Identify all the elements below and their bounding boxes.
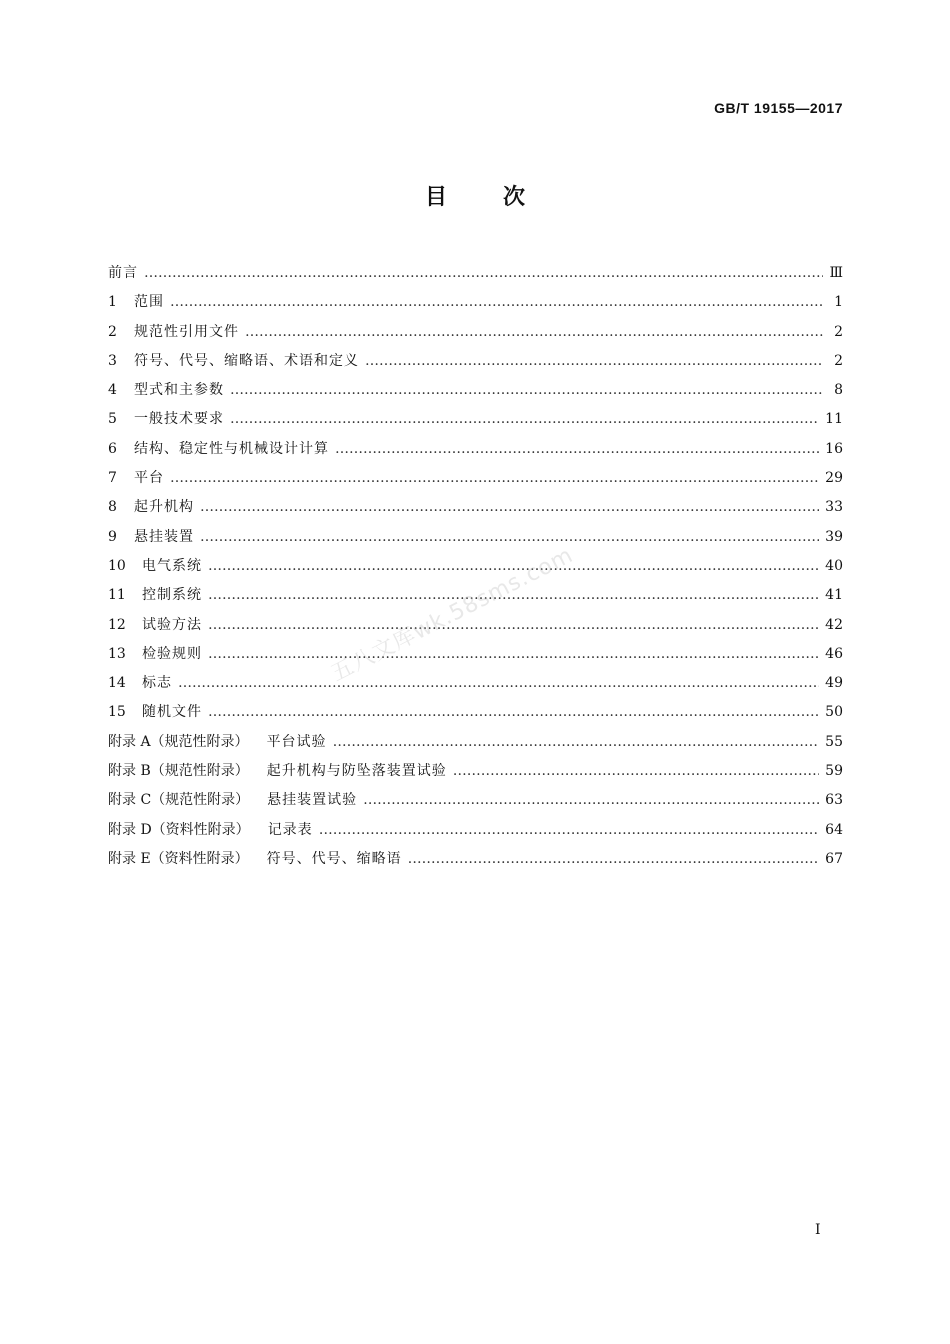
toc-entry[interactable] bbox=[108, 757, 843, 786]
title-char-1: 目 bbox=[424, 185, 447, 210]
toc-entry-label: 记录表 bbox=[267, 821, 313, 838]
toc-entry-label: 型式和主参数 bbox=[134, 382, 224, 399]
toc-entry[interactable] bbox=[108, 786, 843, 815]
toc-entry-page: 41 bbox=[825, 587, 843, 604]
toc-entry-number: 4 bbox=[108, 382, 117, 399]
toc-entry[interactable] bbox=[108, 259, 843, 288]
toc-entry-page: 2 bbox=[834, 352, 843, 369]
toc-entry-label: 起升机构与防坠落装置试验 bbox=[266, 763, 447, 780]
toc-leader-dots bbox=[208, 640, 819, 669]
toc-entry[interactable] bbox=[108, 376, 843, 405]
table-of-contents bbox=[108, 259, 843, 874]
toc-entry-page: 59 bbox=[825, 763, 843, 780]
toc-entry-number: 12 bbox=[108, 616, 126, 633]
toc-entry[interactable] bbox=[108, 698, 843, 727]
toc-appendix-prefix: 附录 A（规范性附录） bbox=[108, 733, 249, 750]
toc-leader-dots bbox=[200, 523, 819, 552]
toc-entry-page: 46 bbox=[825, 645, 843, 662]
standard-number: GB/T 19155—2017 bbox=[714, 100, 843, 116]
toc-leader-dots bbox=[319, 816, 819, 845]
toc-entry[interactable] bbox=[108, 669, 843, 698]
toc-leader-dots bbox=[453, 757, 819, 786]
toc-leader-dots bbox=[208, 698, 819, 727]
toc-entry-number: 14 bbox=[108, 675, 126, 692]
toc-entry-number: 9 bbox=[108, 528, 117, 545]
toc-entry-page: 49 bbox=[825, 675, 843, 692]
toc-leader-dots bbox=[363, 786, 819, 815]
toc-entry[interactable] bbox=[108, 435, 843, 464]
toc-entry-page: 67 bbox=[825, 850, 843, 867]
toc-entry-page: 40 bbox=[825, 557, 843, 574]
toc-entry-label: 符号、代号、缩略语 bbox=[266, 850, 402, 867]
toc-entry-number: 11 bbox=[108, 587, 126, 604]
toc-entry-label: 起升机构 bbox=[134, 499, 194, 516]
toc-leader-dots bbox=[408, 845, 820, 874]
toc-leader-dots bbox=[365, 347, 823, 376]
toc-entry-page: 2 bbox=[834, 323, 843, 340]
toc-leader-dots bbox=[170, 464, 819, 493]
toc-entry[interactable] bbox=[108, 552, 843, 581]
toc-entry[interactable] bbox=[108, 640, 843, 669]
toc-entry[interactable] bbox=[108, 845, 843, 874]
toc-appendix-prefix: 附录 C（规范性附录） bbox=[108, 792, 250, 809]
page-title bbox=[0, 180, 950, 211]
toc-leader-dots bbox=[170, 288, 823, 317]
toc-entry-label: 规范性引用文件 bbox=[134, 323, 239, 340]
toc-entry[interactable] bbox=[108, 493, 843, 522]
toc-entry[interactable] bbox=[108, 816, 843, 845]
toc-entry-label: 控制系统 bbox=[142, 587, 202, 604]
toc-entry-page: 63 bbox=[825, 792, 843, 809]
toc-entry-number: 10 bbox=[108, 557, 126, 574]
toc-entry-number: 8 bbox=[108, 499, 117, 516]
toc-entry[interactable] bbox=[108, 318, 843, 347]
toc-entry-label: 前言 bbox=[108, 265, 138, 281]
toc-entry-number: 15 bbox=[108, 704, 126, 721]
toc-entry-label: 一般技术要求 bbox=[134, 411, 224, 428]
toc-entry[interactable] bbox=[108, 464, 843, 493]
toc-entry-page: 29 bbox=[825, 470, 843, 487]
toc-leader-dots bbox=[230, 376, 823, 405]
toc-entry-label: 标志 bbox=[142, 675, 172, 692]
toc-entry-label: 结构、稳定性与机械设计计算 bbox=[134, 440, 329, 457]
toc-entry[interactable] bbox=[108, 347, 843, 376]
toc-entry-page: 8 bbox=[834, 382, 843, 399]
toc-entry[interactable] bbox=[108, 523, 843, 552]
toc-entry-label: 符号、代号、缩略语、术语和定义 bbox=[134, 352, 359, 369]
toc-entry-label: 平台 bbox=[134, 470, 164, 487]
toc-entry-page: 33 bbox=[825, 499, 843, 516]
toc-leader-dots bbox=[245, 318, 823, 347]
toc-entry-label: 平台试验 bbox=[266, 733, 327, 750]
toc-leader-dots bbox=[144, 259, 823, 288]
toc-appendix-prefix: 附录 E（资料性附录） bbox=[108, 850, 249, 867]
toc-entry-label: 检验规则 bbox=[142, 645, 202, 662]
toc-entry[interactable] bbox=[108, 288, 843, 317]
toc-entry-label: 悬挂装置 bbox=[134, 528, 194, 545]
toc-entry-page: 64 bbox=[825, 821, 843, 838]
toc-entry-number: 5 bbox=[108, 411, 117, 428]
toc-entry-label: 悬挂装置试验 bbox=[267, 792, 358, 809]
toc-entry-page: 42 bbox=[825, 616, 843, 633]
toc-entry-number: 13 bbox=[108, 645, 126, 662]
toc-entry-label: 随机文件 bbox=[142, 704, 202, 721]
toc-entry-page: Ⅲ bbox=[829, 265, 843, 281]
toc-entry-page: 16 bbox=[825, 440, 843, 457]
toc-leader-dots bbox=[200, 493, 819, 522]
toc-entry-page: 50 bbox=[825, 704, 843, 721]
toc-entry-number: 2 bbox=[108, 323, 117, 340]
toc-entry-number: 7 bbox=[108, 470, 117, 487]
toc-entry-number: 6 bbox=[108, 440, 117, 457]
toc-entry-number: 1 bbox=[108, 294, 117, 311]
toc-entry[interactable] bbox=[108, 728, 843, 757]
toc-leader-dots bbox=[335, 435, 819, 464]
toc-leader-dots bbox=[230, 405, 819, 434]
toc-entry[interactable] bbox=[108, 405, 843, 434]
toc-entry-page: 39 bbox=[825, 528, 843, 545]
toc-leader-dots bbox=[333, 728, 820, 757]
toc-leader-dots bbox=[178, 669, 819, 698]
watermark: 五八文库wk.58sms.com bbox=[327, 542, 578, 687]
toc-leader-dots bbox=[208, 611, 819, 640]
toc-appendix-prefix: 附录 D（资料性附录） bbox=[108, 821, 250, 838]
toc-entry-label: 范围 bbox=[134, 294, 164, 311]
toc-appendix-prefix: 附录 B（规范性附录） bbox=[108, 763, 249, 780]
toc-entry-label: 试验方法 bbox=[142, 616, 202, 633]
toc-entry-page: 55 bbox=[825, 733, 843, 750]
toc-entry-number: 3 bbox=[108, 352, 117, 369]
toc-entry-label: 电气系统 bbox=[142, 557, 202, 574]
toc-entry-page: 1 bbox=[834, 294, 843, 311]
title-char-2: 次 bbox=[503, 185, 526, 210]
page-number: I bbox=[815, 1222, 821, 1238]
toc-entry-page: 11 bbox=[825, 411, 843, 428]
